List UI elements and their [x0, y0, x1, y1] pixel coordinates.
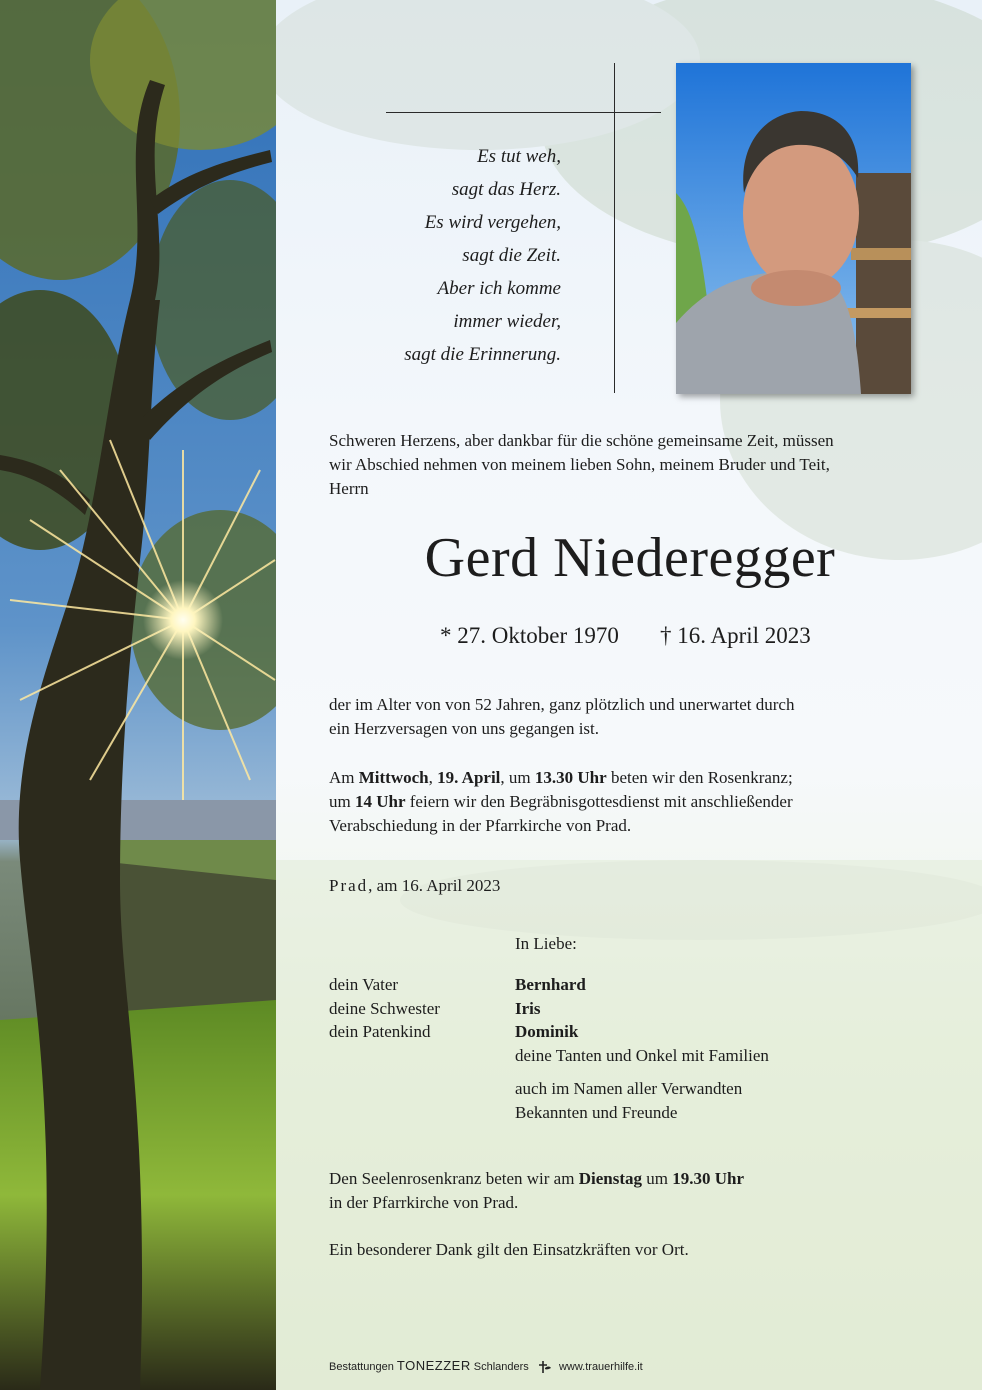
place-date: Prad, am 16. April 2023: [329, 876, 501, 895]
footer: Bestattungen TONEZZER Schlanders www.trauerhilfe.it: [329, 1358, 643, 1373]
mourner-relation: dein Patenkind: [329, 1022, 431, 1041]
intro-line: wir Abschied nehmen von meinem lieben Sohn, meinem Bruder und Teit,: [329, 455, 830, 474]
service-line-1: Am Mittwoch, 19. April, um 13.30 Uhr beten wir den Rosenkranz;: [329, 768, 793, 787]
dove-cross-icon: [536, 1360, 552, 1374]
place-name: Prad: [329, 876, 369, 895]
service-line-3: Verabschiedung in der Pfarrkirche von Prad.: [329, 816, 632, 835]
service-line-2: um 14 Uhr feiern wir den Begräbnisgottesdienst mit anschließender: [329, 792, 793, 811]
tree-sunburst-photo: [0, 0, 276, 1390]
birth-date: * 27. Oktober 1970: [440, 623, 619, 648]
poem-line: sagt die Zeit.: [462, 245, 561, 266]
others-line: Bekannten und Freunde: [515, 1103, 678, 1122]
funeral-home-brand: TONEZZER: [396, 1358, 471, 1373]
portrait-photo: [676, 63, 911, 394]
mourner-relation: dein Vater: [329, 975, 399, 994]
mourner-name: Iris: [515, 999, 541, 1018]
death-date: † 16. April 2023: [660, 623, 811, 648]
others-line: auch im Namen aller Verwandten: [515, 1079, 743, 1098]
website-url: www.trauerhilfe.it: [558, 1361, 643, 1373]
poem-line: Es tut weh,: [477, 146, 561, 167]
in-liebe-label: In Liebe:: [515, 934, 577, 953]
intro-line: Herrn: [329, 479, 369, 498]
poem-line: sagt das Herz.: [451, 179, 561, 200]
rosary-line-1: Den Seelenrosenkranz beten wir am Dienstag um 19.30 Uhr: [329, 1169, 745, 1188]
rosary-line-2: in der Pfarrkirche von Prad.: [329, 1193, 519, 1212]
mourner-name: Bernhard: [515, 975, 586, 994]
poem-line: Es wird vergehen,: [424, 212, 561, 233]
mourner-name: Dominik: [515, 1022, 579, 1041]
thanks-line: Ein besonderer Dank gilt den Einsatzkräften vor Ort.: [329, 1240, 689, 1259]
relatives-line: deine Tanten und Onkel mit Familien: [515, 1046, 769, 1065]
deceased-name: Gerd Niederegger: [424, 527, 836, 589]
age-text-line: der im Alter von von 52 Jahren, ganz plötzlich und unerwartet durch: [329, 695, 795, 714]
intro-line: Schweren Herzens, aber dankbar für die schöne gemeinsame Zeit, müssen: [329, 431, 834, 450]
age-text-line: ein Herzversagen von uns gegangen ist.: [329, 719, 600, 738]
cross-horizontal-line: [386, 112, 661, 113]
mourner-relation: deine Schwester: [329, 999, 440, 1018]
poem-line: immer wieder,: [453, 311, 561, 332]
poem-line: sagt die Erinnerung.: [404, 344, 561, 365]
poem-line: Aber ich komme: [437, 278, 561, 299]
